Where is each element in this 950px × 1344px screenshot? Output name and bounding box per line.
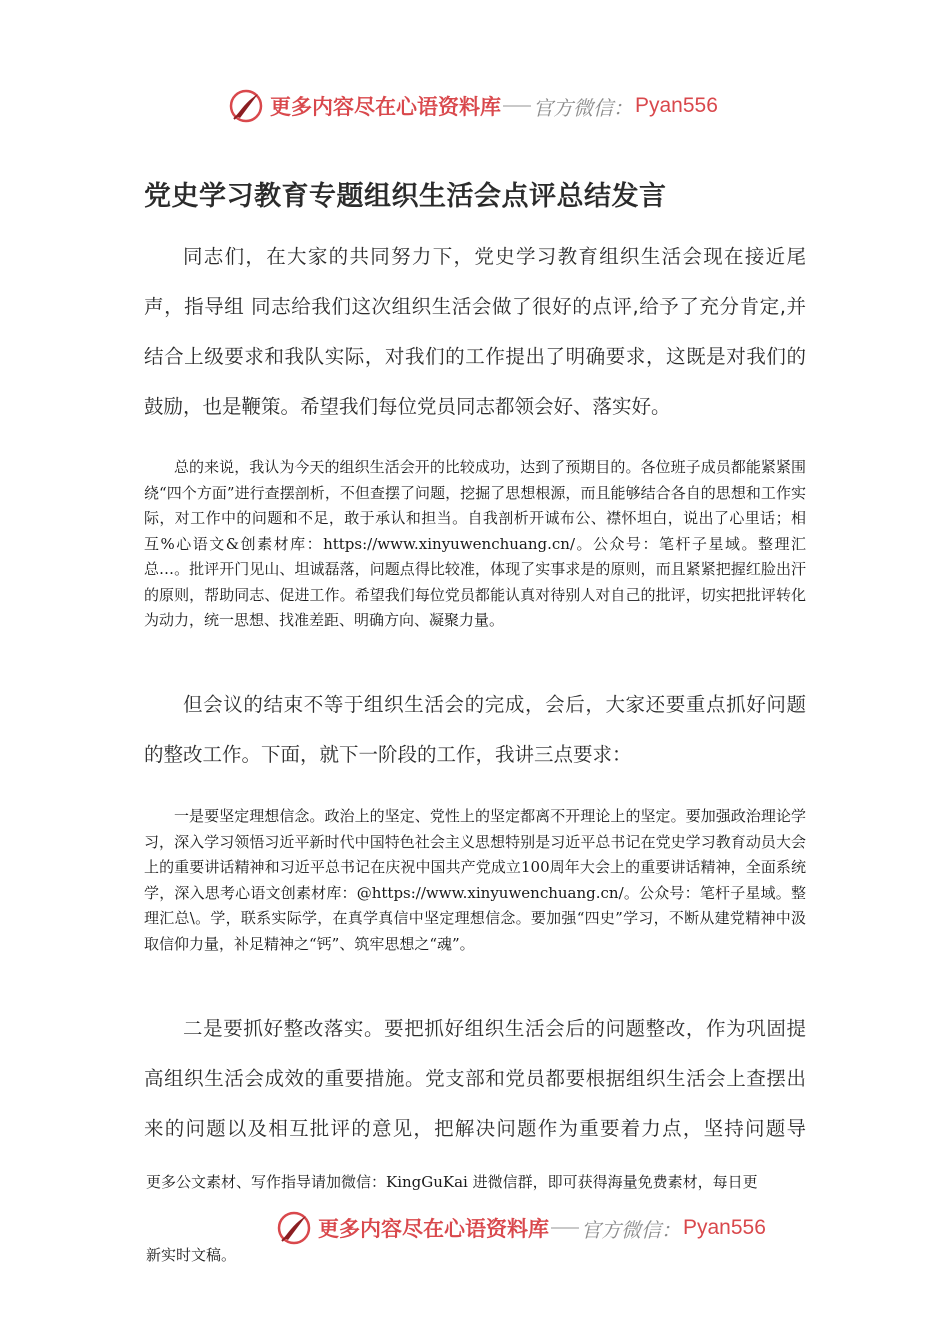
banner-dash <box>503 105 531 107</box>
banner-official-label: 官方微信： <box>581 1217 681 1242</box>
banner-wechat-id: Pyan556 <box>635 94 718 117</box>
footer-note-continuation: 新实时文稿。 <box>146 1246 237 1264</box>
document-title: 党史学习教育专题组织生活会点评总结发言 <box>144 181 667 212</box>
quill-logo-icon <box>276 1210 312 1246</box>
footer-banner <box>276 1208 766 1248</box>
header-banner <box>228 86 718 126</box>
quill-logo-icon <box>228 88 264 124</box>
footer-note: 更多公文素材、写作指导请加微信：KingGuKai 进微信群，即可获得海量免费素材，每日更 <box>146 1173 758 1191</box>
paragraph-requirement-one: 一是要坚定理想信念。政治上的坚定、党性上的坚定都离不开理论上的坚定。要加强政治理论学习，深入学习领悟习近平新时代中国特色社会主义思想特别是习近平总书记在党史学习教育动员大会上的重要讲话精神和习近平总书记在庆祝中国共产党成立100周年大会上的重要讲话精神，全面系统学，深入思考心语文创素材库：@https://www.xinyuwenchuang.cn/。公众号：笔杆子星域。整理汇总\。学，联系实际学，在真学真信中坚定理想信念。要加强“四史”学习，不断从建党精神中汲取信仰力量，补足精神之“钙”、筑牢思想之“魂”。 <box>144 807 806 953</box>
paragraph-intro: 同志们，在大家的共同努力下，党史学习教育组织生活会现在接近尾声，指导组 同志给我们这次组织生活会做了很好的点评,给予了充分肯定,并结合上级要求和我队实际，对我们的工作提出了明确要求，这既是对我们的鼓励，也是鞭策。希望我们每位党员同志都领会好、落实好。 <box>144 245 806 418</box>
banner-brand-text: 更多内容尽在心语资料库 <box>318 1216 549 1241</box>
paragraph-summary: 总的来说，我认为今天的组织生活会开的比较成功，达到了预期目的。各位班子成员都能紧紧围绕“四个方面”进行查摆剖析，不但查摆了问题，挖掘了思想根源，而且能够结合各自的思想和工作实际，对工作中的问题和不足，敢于承认和担当。自我剖析开诚布公、襟怀坦白，说出了心里话；相互%心语文&创素材库：https://www.xinyuwenchuang.cn/。公众号：笔杆子星域。整理汇总…。批评开门见山、坦诚磊落，问题点得比较准，体现了实事求是的原则，而且紧紧把握红脸出汗的原则，帮助同志、促进工作。希望我们每位党员都能认真对待别人对自己的批评，切实把批评转化为动力，统一思想、找准差距、明确方向、凝聚力量。 <box>144 458 806 629</box>
banner-official-label: 官方微信： <box>533 95 633 120</box>
banner-dash <box>551 1227 579 1229</box>
banner-brand-text: 更多内容尽在心语资料库 <box>270 94 501 119</box>
paragraph-requirement-two: 二是要抓好整改落实。要把抓好组织生活会后的问题整改，作为巩固提高组织生活会成效的重要措施。党支部和党员都要根据组织生活会上查摆出来的问题以及相互批评的意见，把解决问题作为重要着力点，坚持问题导 <box>144 1017 806 1140</box>
banner-wechat-id: Pyan556 <box>683 1216 766 1239</box>
paragraph-transition: 但会议的结束不等于组织生活会的完成，会后，大家还要重点抓好问题的整改工作。下面，就下一阶段的工作，我讲三点要求： <box>144 693 806 766</box>
